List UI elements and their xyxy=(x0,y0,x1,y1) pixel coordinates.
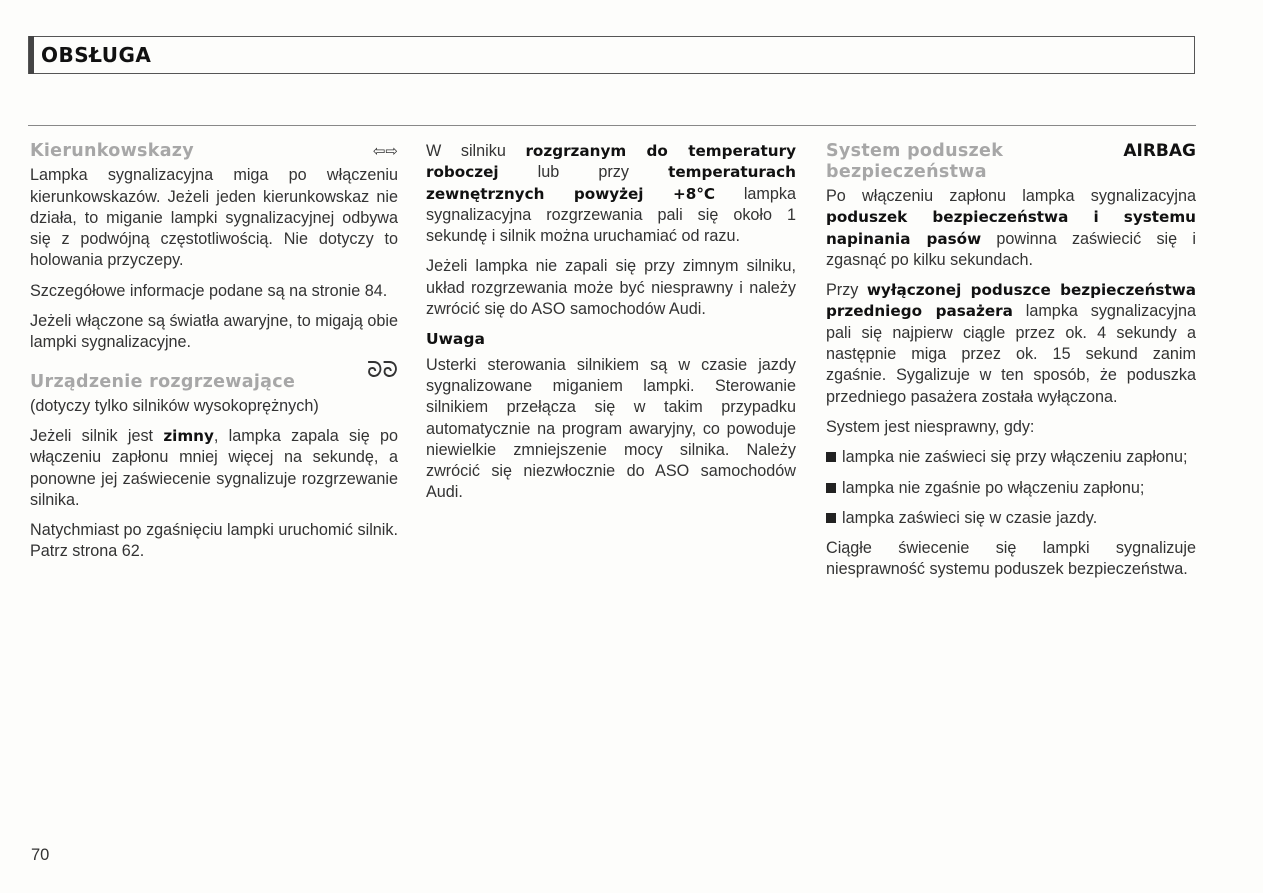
bold-text: rozgrzanym do temperatury roboczej xyxy=(426,142,796,182)
header-accent-bar xyxy=(29,36,34,74)
heading-line-2: bezpieczeństwa xyxy=(826,162,987,182)
text-span: Jeżeli silnik jest xyxy=(30,426,164,445)
note-heading: Uwaga xyxy=(426,330,485,349)
airbag-heading-row xyxy=(826,141,1196,183)
paragraph: (dotyczy tylko silników wysokoprężnych) xyxy=(30,396,319,415)
bullet-text: lampka nie zaświeci się przy włączeniu zapłonu; xyxy=(842,448,1188,467)
text-span: lampka sygnalizacyjna rozgrzewania pali się około 1 sekundę i silnik można uruchamiać od razu. xyxy=(426,184,796,246)
turn-signals-heading-row xyxy=(30,141,398,162)
column-2 xyxy=(426,141,796,513)
bullet-icon xyxy=(826,513,836,523)
bullet-text: lampka zaświeci się w czasie jazdy. xyxy=(842,508,1098,527)
turn-signals-heading: Kierunkowskazy xyxy=(30,141,194,161)
paragraph: Usterki sterowania silnikiem są w czasie jazdy sygnalizowane miganiem lampki. Sterowanie silnikiem przełącza się w takim przypadku automatycznie na program awaryjny, co powoduje niewielkie zmniejszenie mocy silnika. Należy zwrócić się niezwłocznie do ASO samochodów Audi. xyxy=(426,355,796,502)
paragraph xyxy=(30,426,398,511)
paragraph xyxy=(426,141,796,247)
bullet-icon xyxy=(826,452,836,462)
bullet-text: lampka nie zgaśnie po włączeniu zapłonu; xyxy=(842,478,1145,497)
paragraph xyxy=(826,186,1196,271)
text-span: Przy xyxy=(826,281,867,300)
text-span: , lampka zapala się po włączeniu zapłonu mniej więcej na sekundę, a ponowne jej zaświecenie sygnalizuje rozgrzewanie silnika. xyxy=(30,426,398,509)
page-title: OBSŁUGA xyxy=(41,43,152,67)
glow-plug-icon: ᘐᘐ xyxy=(367,357,398,383)
text-span: Po włączeniu zapłonu lampka sygnalizacyjna xyxy=(826,187,1196,205)
paragraph: Jeżeli lampka nie zapali się przy zimnym silniku, układ rozgrzewania może być niesprawny i należy zwrócić się do ASO samochodów Audi. xyxy=(426,257,796,319)
section-header xyxy=(28,36,1195,74)
paragraph: Lampka sygnalizacyjna miga po włączeniu kierunkowskazów. Jeżeli jeden kierunkowskaz nie działa, to miganie lampki sygnalizacyjnej odbywa się z podwójną częstotliwością. Nie dotyczy to holowania przyczepy. xyxy=(30,166,398,270)
bullet-item xyxy=(826,508,1196,529)
bold-text: poduszek bezpieczeństwa i systemu napinania pasów xyxy=(826,208,1196,248)
paragraph: Ciągłe świecenie się lampki sygnalizuje niesprawność systemu poduszek bezpieczeństwa. xyxy=(826,539,1196,579)
bullet-icon xyxy=(826,483,836,493)
paragraph xyxy=(826,280,1196,408)
bullet-item xyxy=(826,447,1196,468)
bold-text: temperaturach zewnętrznych powyżej +8°C xyxy=(426,163,796,203)
paragraph: Natychmiast po zgaśnięciu lampki uruchomić silnik. Patrz strona 62. xyxy=(30,521,398,561)
text-span: lub przy xyxy=(498,163,669,182)
divider xyxy=(28,125,1196,126)
page-number: 70 xyxy=(31,846,50,864)
text-span: powinna zaświecić się i zgasnąć po kilku sekundach. xyxy=(826,229,1196,269)
paragraph: Szczegółowe informacje podane są na stronie 84. xyxy=(30,281,388,300)
text-span: W silniku xyxy=(426,142,526,160)
bold-text: zimny xyxy=(163,426,214,445)
paragraph: Jeżeli włączone są światła awaryjne, to migają obie lampki sygnalizacyjne. xyxy=(30,312,398,352)
airbag-label: AIRBAG xyxy=(1123,141,1196,161)
glow-plug-heading-row xyxy=(30,357,398,393)
bullet-item xyxy=(826,478,1196,499)
text-span: lampka sygnalizacyjna pali się najpierw ciągle przez ok. 4 sekundy a następnie miga przez ok. 15 sekund zanim zgaśnie. Sygalizuje w ten sposób, że poduszka przedniego pasażera została wyłączona. xyxy=(826,302,1197,406)
airbag-heading xyxy=(826,141,1003,183)
turn-signal-icon: ⇦⇨ xyxy=(372,143,398,160)
column-1 xyxy=(30,141,398,572)
bold-text: wyłączonej poduszce bezpieczeństwa przedniego pasażera xyxy=(826,281,1196,321)
column-3 xyxy=(826,141,1196,590)
heading-line-1: System poduszek xyxy=(826,141,1004,161)
paragraph: System jest niesprawny, gdy: xyxy=(826,417,1035,436)
glow-plug-heading: Urządzenie rozgrzewające xyxy=(30,371,296,392)
